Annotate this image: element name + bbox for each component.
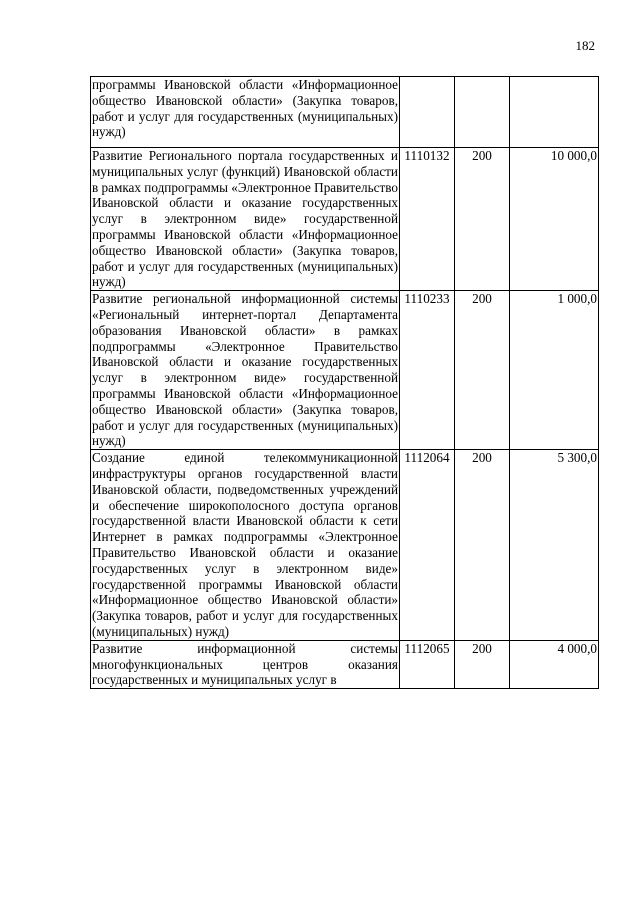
page-number: 182 (575, 38, 595, 53)
item-sum (510, 77, 599, 148)
item-expense-type: 200 (455, 148, 510, 291)
table-row (91, 640, 599, 688)
table-row (91, 450, 599, 641)
item-expense-type: 200 (455, 291, 510, 450)
table-row (91, 291, 599, 450)
item-code: 1112064 (400, 450, 455, 641)
item-sum: 10 000,0 (510, 148, 599, 291)
item-sum: 1 000,0 (510, 291, 599, 450)
item-name: Развитие информационной системы многофункциональных центров оказания государственных и муниципальных услуг в (92, 640, 398, 688)
budget-table (90, 76, 599, 689)
item-code: 1112065 (400, 640, 455, 688)
item-sum: 5 300,0 (510, 450, 599, 641)
item-name: Развитие региональной информационной системы «Региональный интернет-портал Департамента образования Ивановской области» в рамках подпрограммы «Электронное Правительство Ивановской области и оказание государственных услуг в электронном виде» государственной программы Ивановской области «Информационное общество Ивановской области» (Закупка товаров, работ и услуг для государственных (муниципальных) нужд) (92, 291, 398, 449)
item-name: программы Ивановской области «Информационное общество Ивановской области» (Закупка товаров, работ и услуг для государственных (муниципальных) нужд) (91, 77, 400, 148)
table-row (91, 148, 599, 291)
item-code (400, 77, 455, 148)
item-name: Развитие Регионального портала государственных и муниципальных услуг (функций) Ивановской области в рамках подпрограммы «Электронное Правительство Ивановской области и оказание государственных услуг в электронном виде» государственной программы Ивановской области «Информационное общество Ивановской области» (Закупка товаров, работ и услуг для государственных (муниципальных) нужд) (92, 148, 398, 290)
item-sum: 4 000,0 (510, 640, 599, 688)
item-code: 1110132 (400, 148, 455, 291)
table-row (91, 77, 599, 148)
item-code: 1110233 (400, 291, 455, 450)
item-expense-type: 200 (455, 450, 510, 641)
item-expense-type (455, 77, 510, 148)
item-name: Создание единой телекоммуникационной инфраструктуры органов государственной власти Ивановской области, подведомственных учреждений и обеспечение широкополосного доступа органов государственной власти Ивановской области к сети Интернет в рамках подпрограммы «Электронное Правительство Ивановской области и оказание государственных услуг в электронном виде» государственной программы Ивановской области «Информационное общество Ивановской области» (Закупка товаров, работ и услуг для государственных (муниципальных) нужд) (92, 450, 398, 639)
item-expense-type: 200 (455, 640, 510, 688)
